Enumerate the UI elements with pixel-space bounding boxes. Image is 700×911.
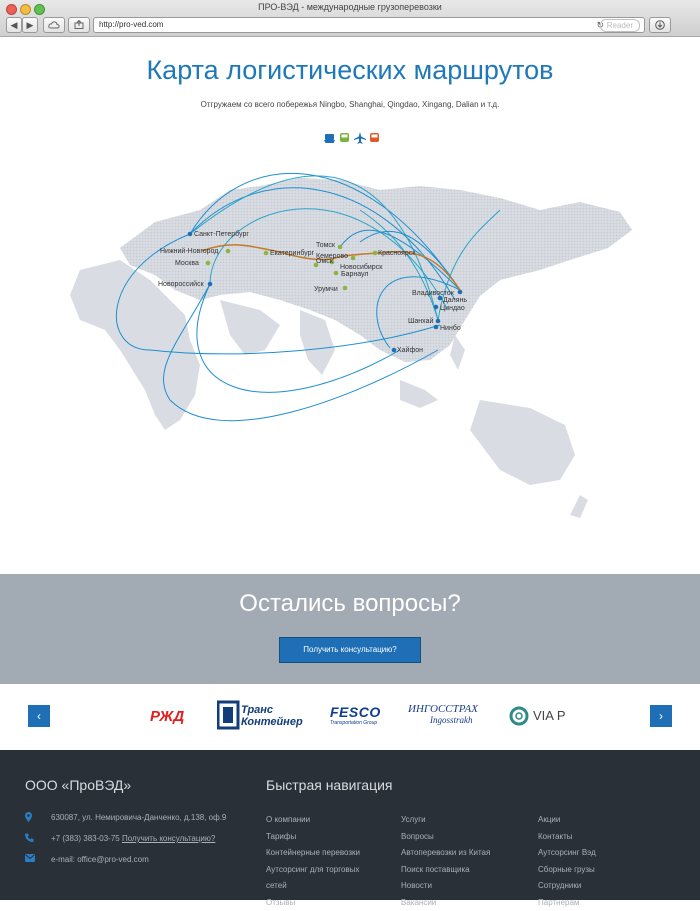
footer-company-name: ООО «ПроВЭД» bbox=[25, 777, 131, 793]
footer-nav-link[interactable]: Поиск поставщика bbox=[401, 862, 490, 879]
map-label: Красноярск bbox=[378, 250, 416, 257]
rail-car-icon[interactable] bbox=[370, 133, 379, 142]
footer-nav-link[interactable]: Аутсорсинг Вэд bbox=[538, 845, 596, 862]
share-button[interactable] bbox=[68, 17, 90, 33]
footer-nav-link[interactable]: Партнерам bbox=[538, 895, 596, 911]
map-label: Москва bbox=[175, 260, 199, 267]
download-icon bbox=[655, 20, 665, 30]
footer-nav-link[interactable]: Услуги bbox=[401, 812, 490, 829]
partner-logo-text: VIA P bbox=[533, 708, 566, 723]
footer-nav-link[interactable]: Контейнерные перевозки bbox=[266, 845, 360, 862]
window-title: ПРО-ВЭД - международные грузоперевозки bbox=[0, 2, 700, 12]
partner-logo-ingosstrakh[interactable] bbox=[408, 703, 478, 725]
map-label: Томск bbox=[316, 242, 336, 249]
footer-nav-column-1 bbox=[266, 812, 360, 911]
partner-logo-rzd[interactable] bbox=[150, 708, 184, 726]
carousel-prev-button[interactable] bbox=[28, 705, 50, 727]
footer-nav-link[interactable]: сетей bbox=[266, 878, 360, 895]
map-label: Владивосток bbox=[412, 290, 455, 297]
reader-button[interactable]: Reader bbox=[600, 19, 640, 32]
map-label: Санкт-Петербург bbox=[194, 230, 249, 238]
footer-nav-link[interactable]: Акции bbox=[538, 812, 596, 829]
reload-icon[interactable]: ↻ bbox=[596, 18, 604, 32]
footer bbox=[0, 750, 700, 900]
map-label: Нижний-Новгород bbox=[160, 247, 218, 255]
carousel-next-button[interactable] bbox=[650, 705, 672, 727]
map-label: Нинбо bbox=[440, 324, 461, 332]
partner-logo-transcontainer[interactable] bbox=[217, 699, 305, 733]
logistics-map bbox=[60, 150, 640, 522]
footer-nav-link[interactable]: Вопросы bbox=[401, 829, 490, 846]
partner-logo-subtext: Ingosstrakh bbox=[430, 715, 478, 725]
footer-consultation-link[interactable]: Получить консультацию? bbox=[122, 834, 215, 843]
plane-icon[interactable] bbox=[354, 132, 366, 144]
footer-nav-link[interactable]: Тарифы bbox=[266, 829, 360, 846]
map-label: Циндао bbox=[440, 305, 465, 312]
map-label: Новосибирск bbox=[340, 263, 383, 271]
footer-nav-link[interactable]: Сборные грузы bbox=[538, 862, 596, 879]
partner-logo-subtext: Transportation Group bbox=[330, 720, 381, 726]
address-bar[interactable] bbox=[93, 17, 645, 33]
transcontainer-emblem-icon bbox=[217, 699, 241, 731]
map-label: Шанхай bbox=[408, 317, 433, 325]
address-text: 630087, ул. Немировича-Данченко, д.138, оф.9 bbox=[51, 813, 226, 822]
questions-section bbox=[0, 574, 700, 684]
map-label: Далянь bbox=[443, 297, 467, 304]
transport-modes bbox=[324, 131, 380, 145]
map-label: Новороссийск bbox=[158, 280, 205, 288]
partner-logo-text: РЖД bbox=[150, 708, 184, 725]
page-title: Карта логистических маршрутов bbox=[0, 55, 700, 86]
share-icon bbox=[74, 20, 84, 29]
footer-nav-link[interactable]: Сотрудники bbox=[538, 878, 596, 895]
footer-nav-link[interactable]: Автоперевозки из Китая bbox=[401, 845, 490, 862]
get-consultation-button[interactable]: Получить консультацию? bbox=[279, 637, 421, 663]
footer-nav-link[interactable]: Отзывы bbox=[266, 895, 360, 911]
downloads-button[interactable] bbox=[649, 17, 671, 33]
map-label: Омск bbox=[316, 258, 334, 265]
world-land bbox=[70, 178, 632, 518]
icloud-button[interactable] bbox=[43, 17, 65, 33]
map-label: Барнаул bbox=[341, 271, 369, 278]
partner-logo-text: ИНГОССТРАХ bbox=[408, 703, 478, 715]
email-text[interactable]: e-mail: office@pro-ved.com bbox=[51, 855, 149, 864]
forward-button[interactable]: ▶ bbox=[22, 17, 38, 33]
map-label: Хайфон bbox=[397, 346, 423, 354]
footer-nav-column-3 bbox=[538, 812, 596, 911]
chevron-right-icon: › bbox=[659, 709, 663, 723]
footer-nav-column-2 bbox=[401, 812, 490, 911]
viap-ring-icon bbox=[508, 705, 530, 727]
footer-nav-link[interactable]: Новости bbox=[401, 878, 490, 895]
chevron-left-icon: ‹ bbox=[37, 709, 41, 723]
questions-title: Остались вопросы? bbox=[0, 590, 700, 618]
map-label: Урумчи bbox=[314, 286, 338, 293]
url-text: http://pro-ved.com bbox=[99, 18, 163, 32]
footer-nav-title: Быстрая навигация bbox=[266, 777, 393, 793]
footer-nav-link[interactable]: Аутсорсинг для торговых bbox=[266, 862, 360, 879]
cloud-icon bbox=[48, 21, 60, 29]
ship-icon[interactable] bbox=[324, 134, 335, 143]
envelope-icon bbox=[25, 854, 35, 865]
phone-text: +7 (383) 383-03-75 bbox=[51, 834, 120, 843]
partners-carousel bbox=[0, 684, 700, 750]
footer-nav-link[interactable]: Контакты bbox=[538, 829, 596, 846]
partner-logo-text: FESCO bbox=[330, 704, 381, 720]
footer-nav-link[interactable]: О компании bbox=[266, 812, 360, 829]
partner-logo-fesco[interactable] bbox=[330, 704, 381, 726]
train-icon[interactable] bbox=[340, 133, 349, 142]
partner-logo-text: Транс Контейнер bbox=[241, 704, 305, 728]
map-label: Кемерово bbox=[316, 253, 348, 260]
browser-toolbar bbox=[0, 0, 700, 37]
footer-nav-link[interactable]: Вакансии bbox=[401, 895, 490, 911]
page-subtitle: Отгружаем со всего побережья Ningbo, Shanghai, Qingdao, Xingang, Dalian и т.д. bbox=[0, 100, 700, 109]
back-button[interactable]: ◀ bbox=[6, 17, 22, 33]
phone-icon bbox=[25, 833, 34, 845]
map-label: Екатеринбург bbox=[270, 249, 314, 257]
map-pin-icon bbox=[25, 812, 32, 825]
